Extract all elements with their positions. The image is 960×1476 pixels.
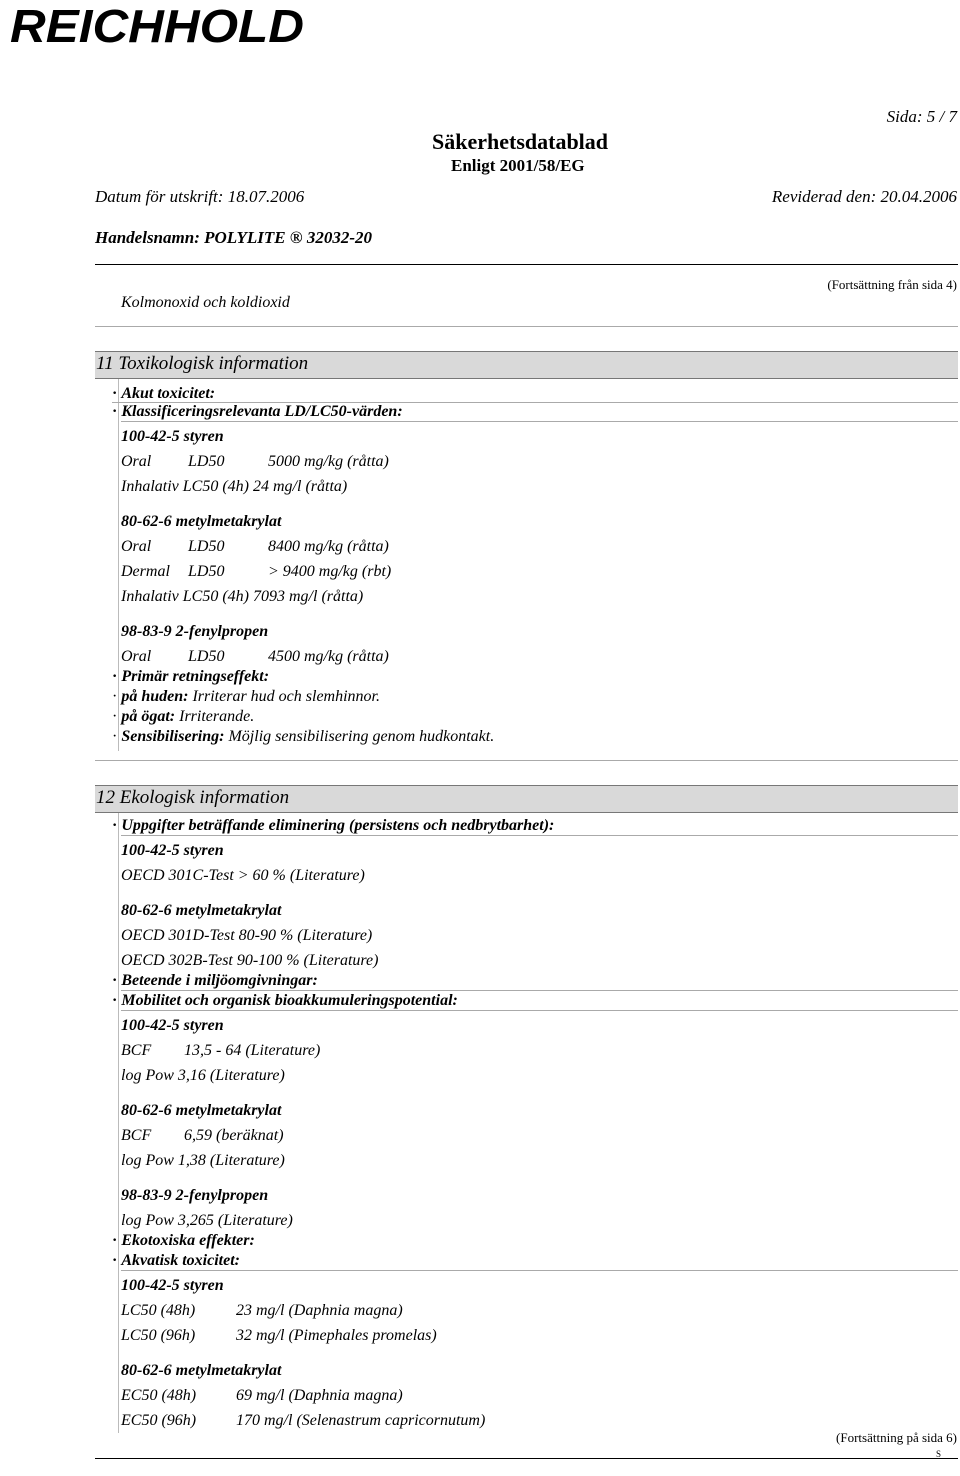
divider [121,990,958,991]
section-12-indent-line [118,813,119,1433]
tox-row: Oral LD50 5000 mg/kg (råtta) [121,453,389,470]
continuation-from: (Fortsättning från sida 4) [827,277,957,292]
logo-text: REICHHOLD [10,2,304,48]
footer-mark: S [936,1449,942,1459]
substance-name: 100-42-5 styren [121,428,224,445]
tox-row: Oral LD50 4500 mg/kg (råtta) [121,648,389,665]
revised-date: Reviderad den: 20.04.2006 [771,187,957,206]
divider [121,1270,958,1271]
tox-row: Inhalativ LC50 (4h) 24 mg/l (råtta) [121,478,348,495]
section-11-header [95,351,958,379]
previous-section-text: Kolmonoxid och koldioxid [121,294,290,311]
elimination-value: OECD 302B-Test 90-100 % (Literature) [121,952,379,969]
substance-name: 80-62-6 metylmetakrylat [121,1362,282,1379]
substance-name: 80-62-6 metylmetakrylat [121,902,282,919]
substance-name: 100-42-5 styren [121,1017,224,1034]
logpow-row: log Pow 3,265 (Literature) [121,1212,293,1229]
aquatic-row: LC50 (48h) 23 mg/l (Daphnia magna) [121,1302,403,1319]
substance-name: 80-62-6 metylmetakrylat [121,513,282,530]
footer-divider [95,1458,958,1459]
bcf-row: BCF 6,59 (beräknat) [121,1127,284,1144]
substance-name: 80-62-6 metylmetakrylat [121,1102,282,1119]
tox-row: Inhalativ LC50 (4h) 7093 mg/l (råtta) [121,588,364,605]
reichhold-logo [8,2,308,53]
logpow-row: log Pow 1,38 (Literature) [121,1152,285,1169]
substance-name: 98-83-9 2-fenylpropen [121,623,269,640]
divider [95,326,958,327]
document-title: Säkerhetsdatablad [432,129,609,154]
aquatic-label: · Akvatisk toxicitet: [112,1252,240,1269]
elimination-value: OECD 301C-Test > 60 % (Literature) [121,867,365,884]
ecotox-label: · Ekotoxiska effekter: [112,1232,255,1249]
divider [95,760,958,761]
skin-effect: · på huden: Irriterar hud och slemhinnor. [112,688,381,705]
aquatic-row: EC50 (96h) 170 mg/l (Selenastrum capricornutum) [121,1412,486,1429]
page-number: Sida: 5 / 7 [886,107,957,126]
header-divider [95,264,958,265]
section-12-header [95,785,958,813]
substance-name: 100-42-5 styren [121,1277,224,1294]
tox-row: Dermal LD50 > 9400 mg/kg (rbt) [121,563,392,580]
primary-irritation-label: · Primär retningseffekt: [112,668,270,685]
mobility-label: · Mobilitet och organisk bioakkumuleringspotential: [112,992,458,1009]
section-11-title: 11 Toxikologisk information [96,353,309,374]
eye-effect: · på ögat: Irriterande. [112,708,255,725]
tox-row: Oral LD50 8400 mg/kg (råtta) [121,538,389,555]
section-12-title: 12 Ekologisk information [96,787,290,808]
sensitisation: · Sensibilisering: Möjlig sensibilisering genom hudkontakt. [112,728,495,745]
aquatic-row: LC50 (96h) 32 mg/l (Pimephales promelas) [121,1327,437,1344]
elimination-value: OECD 301D-Test 80-90 % (Literature) [121,927,373,944]
divider [121,421,958,422]
divider [121,835,958,836]
bcf-row: BCF 13,5 - 64 (Literature) [121,1042,321,1059]
elimination-label: · Uppgifter beträffande eliminering (persistens och nedbrytbarhet): [112,817,555,834]
continuation-to: (Fortsättning på sida 6) [836,1430,957,1445]
document-subtitle: Enligt 2001/58/EG [451,156,585,175]
divider [121,1010,958,1011]
aquatic-row: EC50 (48h) 69 mg/l (Daphnia magna) [121,1387,403,1404]
classification-label: · Klassificeringsrelevanta LD/LC50-värden: [112,403,403,420]
print-date: Datum för utskrift: 18.07.2006 [95,187,305,206]
acute-toxicity-label: · Akut toxicitet: [112,385,216,402]
substance-name: 98-83-9 2-fenylpropen [121,1187,269,1204]
substance-name: 100-42-5 styren [121,842,224,859]
logpow-row: log Pow 3,16 (Literature) [121,1067,285,1084]
behaviour-label: · Beteende i miljöomgivningar: [112,972,318,989]
trade-name: Handelsnamn: POLYLITE ® 32032-20 [95,228,372,247]
